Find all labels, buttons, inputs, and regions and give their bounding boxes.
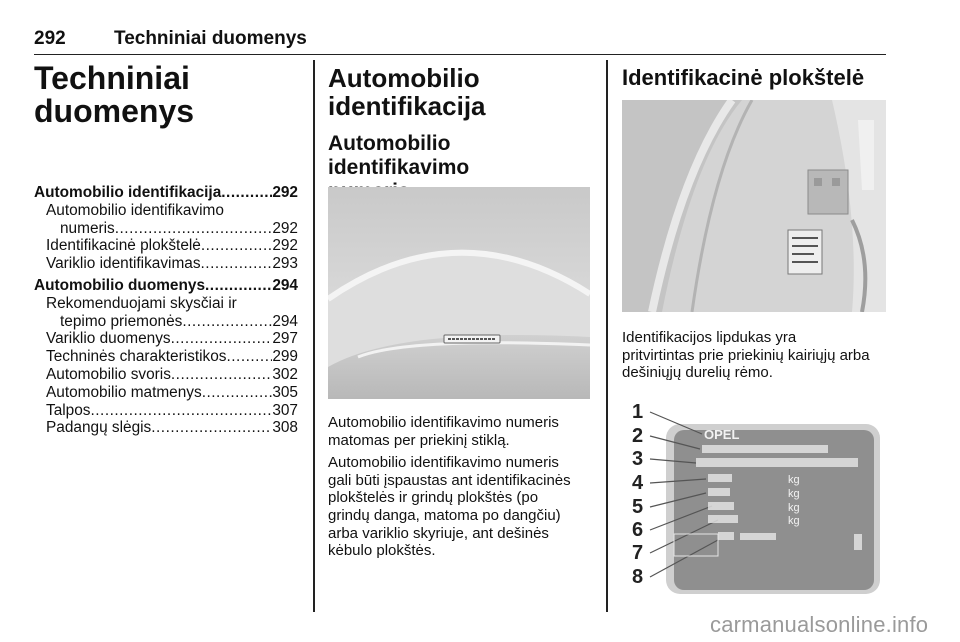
callout-1: 1: [632, 401, 644, 423]
unit-kg-2: kg: [788, 488, 800, 500]
vin-text: Automobilio identifikavimo numeris matomas per priekinį stiklą. Automobilio identifikavimo numeris gali būti įspaustas ant identifikacinės plokštelės ir grindų plokštės (po grindų danga, matoma po dangčiu) arba variklio skyriuje, ant dešinės kėbulo plokštės.: [328, 414, 571, 560]
plate-brand: OPEL: [704, 427, 740, 442]
toc-entry-link[interactable]: Automobilio identifikavimo: [46, 201, 224, 219]
identification-plate-section: [622, 64, 886, 92]
windshield-illustration: [328, 187, 590, 399]
page-header: [34, 28, 886, 55]
chapter-title: Techniniai duomenys: [34, 60, 195, 129]
callout-3: 3: [632, 448, 644, 470]
unit-kg-1: kg: [788, 474, 800, 486]
callout-7: 7: [632, 542, 644, 564]
toc-entry-link[interactable]: Variklio identifikavimas ..... 293: [34, 255, 298, 273]
vehicle-identification-section: [328, 64, 590, 204]
toc-entry-link[interactable]: Rekomenduojami skysčiai ir: [46, 294, 237, 312]
unit-kg-4: kg: [788, 515, 800, 527]
section-heading: Automobilio identifikacija: [328, 63, 486, 121]
label-plate-svg: [622, 394, 886, 604]
toc-entry-link[interactable]: Automobilio matmenys ..... 305: [34, 384, 298, 402]
door-frame-illustration: [622, 100, 886, 312]
watermark: carmanualsonline.info: [710, 612, 929, 637]
toc-entry-link[interactable]: numeris ..... 292: [34, 220, 298, 238]
column-divider: [606, 60, 608, 612]
toc-entry-link[interactable]: Identifikacinė plokštelė ..... 292: [34, 237, 298, 255]
callout-2: 2: [632, 425, 644, 447]
plate-text: Identifikacijos lipdukas yra pritvirtintas prie priekinių kairiųjų arba dešiniųjų durelių rėmo.: [622, 329, 870, 382]
toc-entry-link[interactable]: Talpos ..... 307: [34, 402, 298, 420]
toc-entry-link[interactable]: Padangų slėgis ..... 308: [34, 419, 298, 437]
toc-entry-link[interactable]: Automobilio svoris ..... 302: [34, 366, 298, 384]
column-divider: [313, 60, 315, 612]
toc-section-link[interactable]: Automobilio identifikacija ..... 292: [34, 184, 298, 202]
door-frame-photo: [622, 100, 886, 312]
callout-4: 4: [632, 472, 644, 494]
toc-section-link[interactable]: Automobilio duomenys ..... 294: [34, 277, 298, 295]
callout-6: 6: [632, 519, 644, 541]
subsection-heading: Automobilio identifikavimo: [328, 132, 470, 179]
header-title: Techniniai duomenys: [114, 28, 307, 49]
callout-5: 5: [632, 496, 644, 518]
page-number: 292: [34, 28, 66, 49]
label-plate-diagram: [622, 394, 886, 604]
toc-entry-link[interactable]: Techninės charakteristikos ..... 299: [34, 348, 298, 366]
windshield-vin-photo: [328, 187, 590, 399]
toc-entry-link[interactable]: tepimo priemonės ..... 294: [34, 313, 298, 331]
unit-kg-3: kg: [788, 502, 800, 514]
callout-8: 8: [632, 566, 644, 588]
toc-entry-link[interactable]: Variklio duomenys ..... 297: [34, 330, 298, 348]
section-heading: Identifikacinė plokštelė: [622, 65, 865, 90]
chapter-contents: [34, 62, 298, 437]
